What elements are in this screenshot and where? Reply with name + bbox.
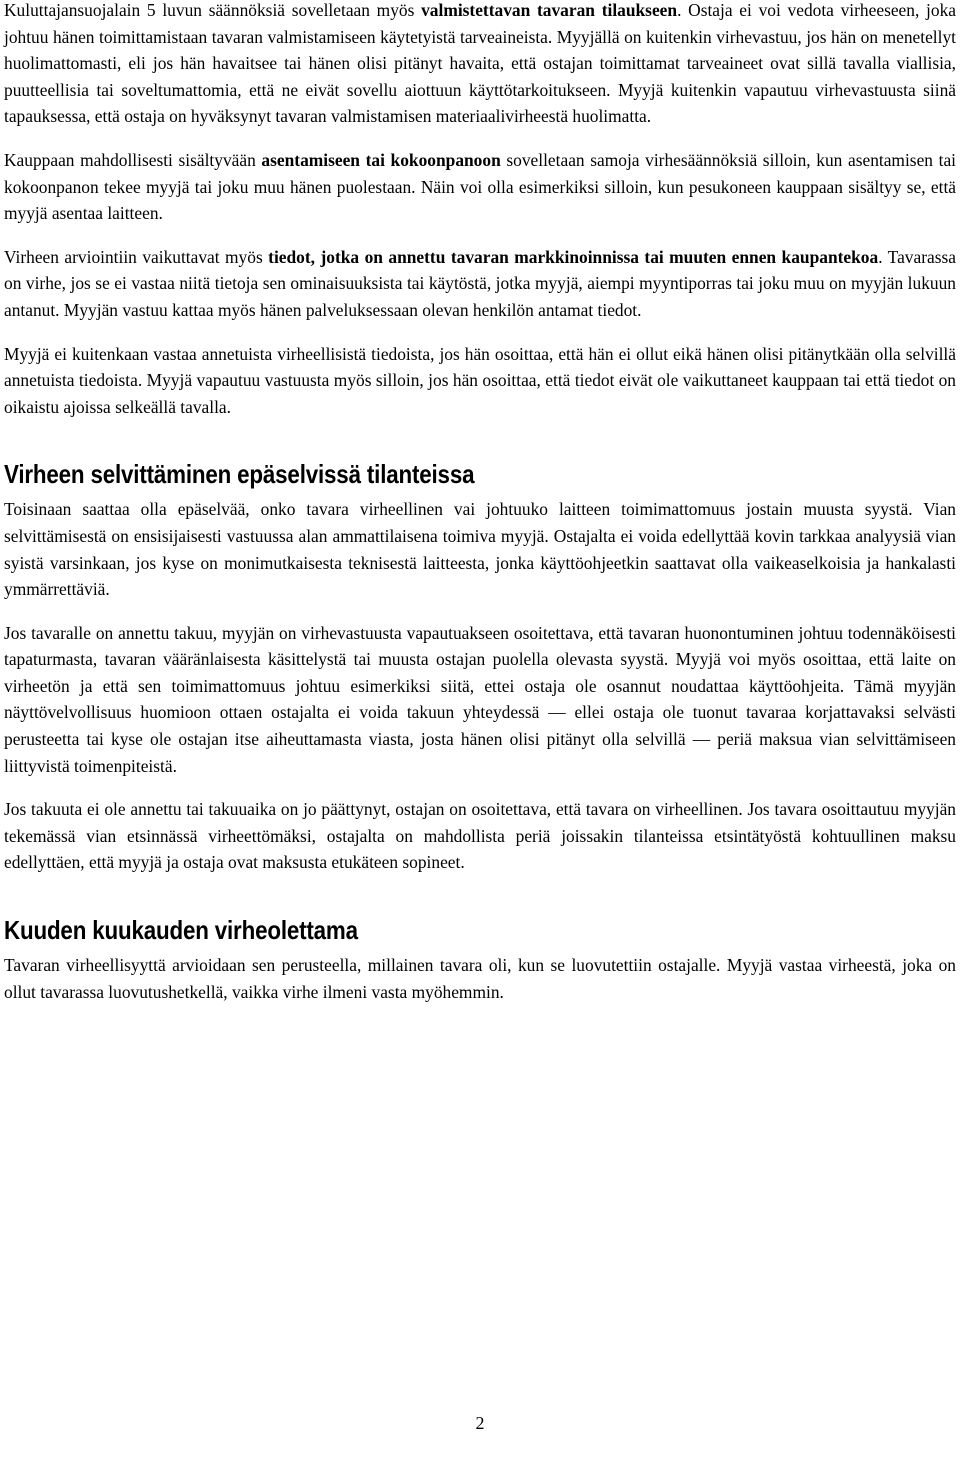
page-number: 2 — [475, 1413, 485, 1433]
paragraph-asentaminen — [4, 147, 956, 227]
paragraph-tilaus — [4, 0, 956, 130]
paragraph: Toisinaan saattaa olla epäselvää, onko tavara virheellinen vai johtuuko laitteen toimimattomuus jostain muusta syystä. Vian selvittämisestä on ensisijaisesti vastuussa alan ammattilaisena toimiva myyjä. Ostajalta ei voida edellyttää kovin tarkkaa analyysiä vian syistä varsinkaan, jos kyse on monimutkaisesta teknisestä laitteesta, jonka käyttöohjeetkin saattavat olla vaikeaselkoisia ja hankalasti ymmärrettäviä. — [4, 499, 956, 600]
page-body — [4, 0, 956, 1005]
text-run: Myyjä ei kuitenkaan vastaa annetuista virheellisistä tiedoista, jos hän osoittaa, että hän ei ollut eikä hänen olisi pitänytkään olla selvillä annetuista tiedoista. Myyjä vapautuu vastuusta myös silloin, jos hän osoittaa, että tiedot eivät ole vaikuttaneet kauppaan tai että tiedot on oikaistu ajoissa selkeällä tavalla. — [4, 343, 956, 417]
section-heading-virheolettama: Kuuden kuukauden virheolettama — [4, 915, 358, 946]
section-heading-selvittaminen: Virheen selvittäminen epäselvissä tilanteissa — [4, 459, 475, 490]
bold-term: valmistettavan tavaran tilaukseen — [421, 0, 678, 20]
text-run: Kuluttajansuojalain 5 luvun säännöksiä sovelletaan myös — [4, 0, 422, 20]
bold-term: tiedot, jotka on annettu tavaran markkinoinnissa tai muuten ennen kaupantekoa — [268, 246, 879, 267]
text-run: . Tavarassa on virhe, jos se ei vastaa niitä tietoja sen ominaisuuksista tai käytöstä, jotka myyjä, aiempi myyntiporras tai joku muu on myyjän lukuun antanut. Myyjän vastuu kattaa myös hänen palveluksessaan olevan henkilön antamat tiedot. — [4, 246, 956, 320]
document-page — [4, 0, 956, 1022]
paragraph: Tavaran virheellisyyttä arvioidaan sen perusteella, millainen tavara oli, kun se luovutettiin ostajalle. Myyjä vastaa virheestä, joka on ollut tavarassa luovutushetkellä, vaikka virhe ilmeni vasta myöhemmin. — [4, 955, 956, 1002]
paragraph: Jos tavaralle on annettu takuu, myyjän on virhevastuusta vapautuakseen osoitettava, että tavaran huonontuminen johtuu todennäköisesti tapaturmasta, tavaran vääränlaisesta käsittelystä tai muusta ostajan puolella olevasta syystä. Myyjä voi myös osoittaa, että laite on virheetön ja että sen toimimattomuus johtuu esimerkiksi siitä, ettei ostaja ole osannut noudattaa käyttöohjeita. Tämä myyjän näyttövelvollisuus huomioon ottaen ostajalta ei voida takuun yhteydessä — ellei ostaja ole tuonut tavaraa korjattavaksi selvästi perusteetta tai kyse ole ostajan itse aiheuttamasta viasta, josta hänen olisi pitänyt olla selvillä — periä maksua vian selvittämiseen liittyvistä toimenpiteistä. — [4, 622, 956, 776]
text-run: Virheen arviointiin vaikuttavat myös — [4, 246, 269, 267]
text-run: . Ostaja ei voi vedota virheeseen, joka johtuu hänen toimittamistaan tavaran valmistamiseen käytetyistä tarveaineista. Myyjällä on kuitenkin virhevastuu, jos hän on menetellyt huolimattomasti, eli jos hän havaitsee tai hänen olisi pitänyt havaita, että ostajan toimittamat tarveaineet ovat sillä tavalla viallisia, puutteellisia tai soveltumattomia, että ne eivät sovellu aiottuun käyttötarkoitukseen. Myyjä kuitenkin vapautuu virhevastuusta siinä tapauksessa, että ostaja on hyväksynyt tavaran valmistamisen materiaalivirheestä huolimatta. — [4, 0, 956, 127]
paragraph-tiedot — [4, 244, 956, 324]
text-run: sovelletaan samoja virhesäännöksiä silloin, kun asentamisen tai kokoonpanon tekee myyjä tai joku muu hänen puolestaan. Näin voi olla esimerkiksi silloin, kun pesukoneen kauppaan sisältyy se, että myyjä asentaa laitteen. — [4, 149, 956, 224]
text-run: Kauppaan mahdollisesti sisältyvään — [4, 149, 262, 170]
paragraph: Jos takuuta ei ole annettu tai takuuaika on jo päättynyt, ostajan on osoitettava, että tavara on virheellinen. Jos tavara osoittautuu myyjän tekemässä vian etsinnässä virheettömäksi, ostajalta on mahdollista periä joissakin tilanteissa etsintätyöstä kohtuullinen maksu edellyttäen, että myyjä ja ostaja ovat maksusta etukäteen sopineet. — [4, 799, 956, 873]
bold-term: asentamiseen tai kokoonpanoon — [261, 149, 501, 170]
paragraph-vastuu — [4, 341, 956, 421]
